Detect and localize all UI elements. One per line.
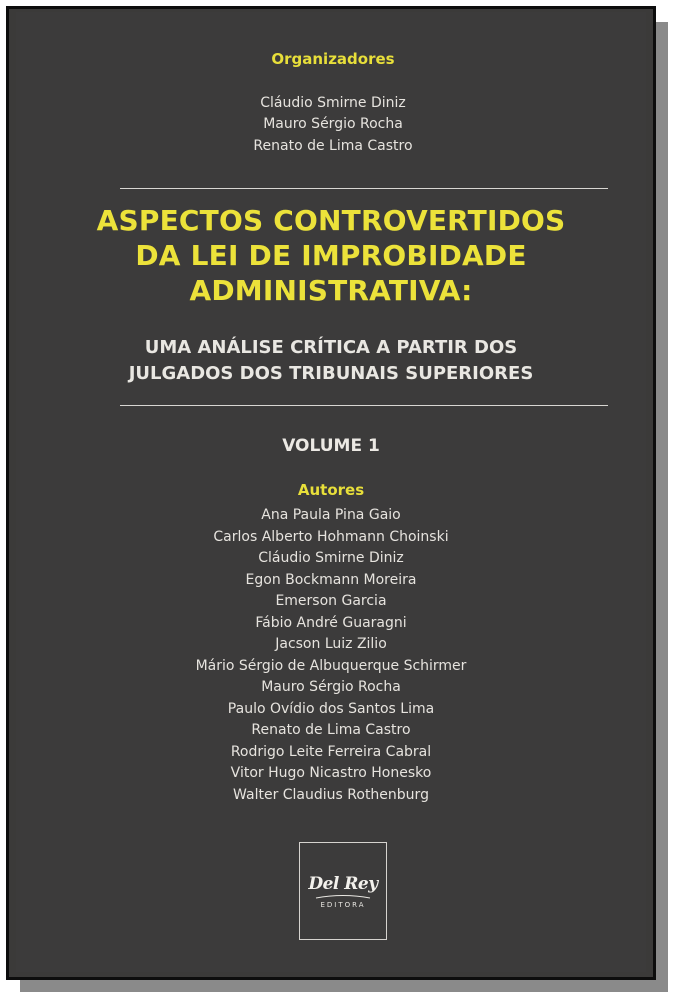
author-name: Mauro Sérgio Rocha <box>261 679 401 695</box>
author-name: Fábio André Guaragni <box>255 615 407 631</box>
book-subtitle-line: UMA ANÁLISE CRÍTICA A PARTIR DOS <box>144 337 518 358</box>
authors-heading: Autores <box>297 481 365 499</box>
book-title-line: DA LEI DE IMPROBIDADE <box>135 239 527 272</box>
volume-label: VOLUME 1 <box>282 436 380 456</box>
author-name: Rodrigo Leite Ferreira Cabral <box>230 744 432 760</box>
organizer-name: Renato de Lima Castro <box>253 138 413 154</box>
publisher-logo-name: Del Rey <box>308 874 378 894</box>
author-name: Ana Paula Pina Gaio <box>261 507 401 523</box>
author-name: Emerson Garcia <box>275 593 387 609</box>
organizer-name: Mauro Sérgio Rocha <box>263 116 403 132</box>
book-title-line: ADMINISTRATIVA: <box>189 274 473 307</box>
author-name: Mário Sérgio de Albuquerque Schirmer <box>195 658 467 674</box>
author-name: Carlos Alberto Hohmann Choinski <box>213 529 449 545</box>
author-name: Renato de Lima Castro <box>251 722 411 738</box>
cover-panel <box>16 12 646 972</box>
logo-swash-icon <box>314 893 372 901</box>
bottom-divider <box>120 405 608 406</box>
author-name: Cláudio Smirne Diniz <box>258 550 404 566</box>
publisher-logo-subtitle: EDITORA <box>320 901 366 909</box>
organizers-heading: Organizadores <box>271 50 395 68</box>
top-divider <box>120 188 608 189</box>
author-name: Vitor Hugo Nicastro Honesko <box>230 765 432 781</box>
book-subtitle-line: JULGADOS DOS TRIBUNAIS SUPERIORES <box>128 363 534 384</box>
publisher-logo <box>299 842 387 940</box>
author-name: Jacson Luiz Zilio <box>275 636 387 652</box>
organizer-name: Cláudio Smirne Diniz <box>260 95 406 111</box>
author-name: Paulo Ovídio dos Santos Lima <box>227 701 435 717</box>
author-name: Walter Claudius Rothenburg <box>233 787 429 803</box>
author-name: Egon Bockmann Moreira <box>245 572 417 588</box>
book-title-line: ASPECTOS CONTROVERTIDOS <box>96 204 566 237</box>
book-cover <box>6 6 656 980</box>
